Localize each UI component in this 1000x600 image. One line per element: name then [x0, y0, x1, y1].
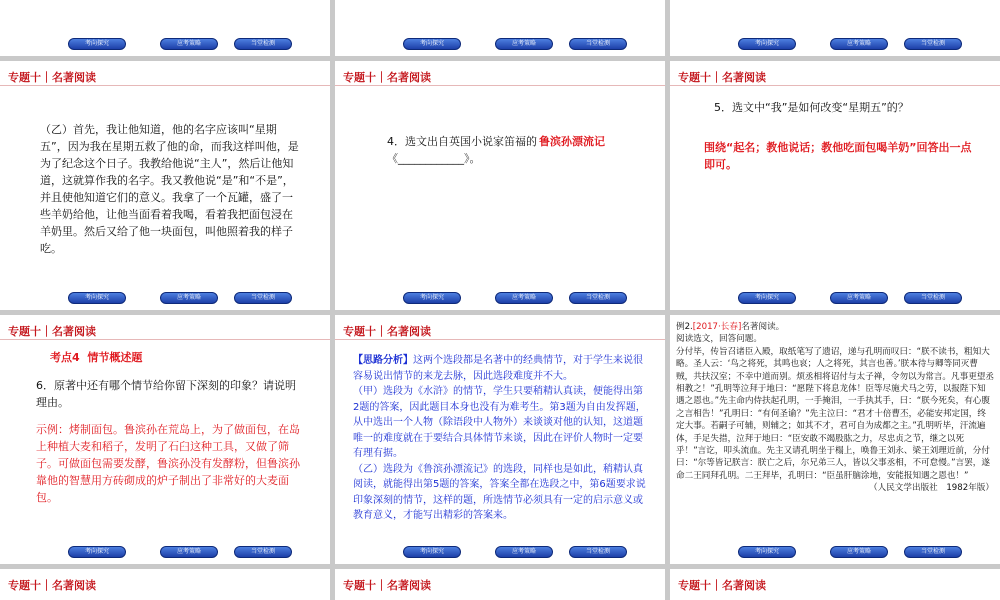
answer-5: 围绕“起名；教他说话；教他吃面包喝羊奶”回答出一点即可。 [704, 141, 972, 171]
slide-header: 专题十｜名著阅读 [8, 325, 96, 338]
slide-1 [0, 0, 330, 56]
example-tag: [2017·长春] [692, 322, 742, 332]
slide-nav [335, 292, 665, 306]
slide-header: 专题十｜名著阅读 [8, 71, 96, 84]
slide-header: 专题十｜名著阅读 [8, 579, 96, 592]
slide-8 [335, 315, 665, 564]
analysis-title: 【思路分析】 [353, 355, 413, 366]
example-intro: 阅读选文，回答问题。 [676, 334, 762, 345]
nav-button-strategy[interactable]: 应考策略 [495, 292, 553, 304]
nav-button-strategy[interactable]: 应考策略 [160, 292, 218, 304]
nav-button-strategy[interactable]: 应考策略 [830, 546, 888, 558]
analysis-p3: （乙）选段为《鲁滨孙漂流记》的选段，同样也是如此，稍精认真阅读，就能得出第5题的答案，答案全都在选段之中，第6题要求说印象深刻的情节，这样的题，所选情节必须具有一定的启示意义或教育意义，才能写出精彩的答案来。 [353, 463, 646, 521]
section-title: 情节概述题 [87, 351, 143, 364]
section-number: 考点4 [50, 351, 80, 364]
slide-6 [670, 61, 1000, 310]
question-6: 6．原著中还有哪个情节给你留下深刻的印象？请说明理由。 [36, 379, 296, 409]
nav-button-explore[interactable]: 考向探究 [738, 292, 796, 304]
slide-nav [335, 546, 665, 560]
slide-9 [670, 315, 1000, 564]
nav-button-explore[interactable]: 考向探究 [403, 546, 461, 558]
nav-button-strategy[interactable]: 应考策略 [160, 546, 218, 558]
slide-5 [335, 61, 665, 310]
nav-button-explore[interactable]: 考向探究 [68, 546, 126, 558]
example-source: （人民文学出版社 1982年版） [869, 483, 994, 494]
question-5: 5．选文中“我”是如何改变“星期五”的？ [714, 101, 909, 114]
slide-4 [0, 61, 330, 310]
analysis-p1: 这两个选段都是名著中的经典情节，对于学生来说很容易说出情节的来龙去脉，因此选段难度并不大。 [353, 355, 643, 382]
nav-button-test[interactable]: 当堂检测 [904, 38, 962, 50]
example-block [676, 321, 994, 495]
nav-button-test[interactable]: 当堂检测 [904, 546, 962, 558]
slide-header: 专题十｜名著阅读 [678, 71, 766, 84]
header-divider [335, 339, 665, 340]
slide-nav [0, 546, 330, 560]
header-divider [670, 85, 1000, 86]
analysis-p2: （甲）选段为《水浒》的情节，学生只要稍精认真读，便能得出第2题的答案，因此题目本身也没有为难考生。第3题为自由发挥题，从中选出一个人物（除语段中人物外）来谈谈对他的认知，这道题唯一的难度就在于要结合具体情节来谈，因此在评价人物时一定要有理有据。 [353, 386, 646, 459]
question-4: 4．选文出自英国小说家笛福的《____________》。 [387, 135, 537, 165]
nav-button-explore[interactable]: 考向探究 [68, 38, 126, 50]
slide-2 [335, 0, 665, 56]
slide-nav [335, 38, 665, 52]
slide-7 [0, 315, 330, 564]
answer-4: 鲁滨孙漂流记 [539, 135, 605, 148]
slide-nav [670, 292, 1000, 306]
slide-header: 专题十｜名著阅读 [678, 579, 766, 592]
nav-button-test[interactable]: 当堂检测 [569, 546, 627, 558]
nav-button-explore[interactable]: 考向探究 [738, 546, 796, 558]
slide-3 [670, 0, 1000, 56]
nav-button-explore[interactable]: 考向探究 [738, 38, 796, 50]
section-label [50, 349, 310, 366]
slide-nav [670, 546, 1000, 560]
nav-button-explore[interactable]: 考向探究 [403, 292, 461, 304]
nav-button-test[interactable]: 当堂检测 [904, 292, 962, 304]
slide-12 [670, 569, 1000, 600]
nav-button-strategy[interactable]: 应考策略 [160, 38, 218, 50]
nav-button-strategy[interactable]: 应考策略 [495, 546, 553, 558]
slide-header: 专题十｜名著阅读 [343, 325, 431, 338]
nav-button-test[interactable]: 当堂检测 [569, 38, 627, 50]
slide-header: 专题十｜名著阅读 [343, 579, 431, 592]
slide-nav [670, 38, 1000, 52]
example-body: 分付毕，传旨召诸臣入殿，取纸笔写了遗诏，递与孔明而叹曰：“朕不读书，粗知大略。圣人云：‘鸟之将死，其鸣也哀；人之将死，其言也善。’朕本待与卿等同灭曹贼，共扶汉室；不幸中道而别。烦丞相将诏付与太子禅，令勿以为常言。凡事更望丞相教之！”孔明等泣拜于地曰：“愿陛下将息龙体！臣等尽施犬马之劳，以报陛下知遇之恩也。”先主命内侍扶起孔明，一手掩泪，一手执其手，曰：“朕今死矣，有心腹之言相告！”孔明曰：“有何圣谕？”先主泣曰：“君才十倍曹丕，必能安邦定国，终定大事。若嗣子可辅，则辅之；如其不才，君可自为成都之主。”孔明听毕，汗流遍体，手足失措，泣拜于地曰：“臣安敢不竭股肱之力，尽忠贞之节，继之以死乎！”言讫，叩头流血。先主又请孔明坐于榻上，唤鲁王刘永、梁王刘理近前，分付曰：“尔等皆记朕言：朕亡之后，尔兄弟三人，皆以父事丞相，不可怠慢。”言罢，遂命二王同拜孔明。二王拜毕，孔明曰：“臣虽肝脑涂地，安能报知遇之恩也！” [676, 346, 994, 481]
header-divider [0, 85, 330, 86]
answer-6: 示例：烤制面包。鲁滨孙在荒岛上，为了做面包，在岛上种植大麦和稻子，发明了石臼这种工具，又做了筛子。可做面包需要发酵，鲁滨孙没有发酵粉，但鲁滨孙靠他的智慧用方砖砌成的炉子制出了非常好的大麦面包。 [36, 423, 300, 504]
nav-button-test[interactable]: 当堂检测 [234, 546, 292, 558]
example-title: 例2.[2017·长春]名著阅读。 [676, 322, 785, 332]
slide-header: 专题十｜名著阅读 [343, 71, 431, 84]
slide-10 [0, 569, 330, 600]
header-divider [335, 85, 665, 86]
header-divider [0, 339, 330, 340]
nav-button-explore[interactable]: 考向探究 [403, 38, 461, 50]
nav-button-explore[interactable]: 考向探究 [68, 292, 126, 304]
nav-button-test[interactable]: 当堂检测 [234, 292, 292, 304]
slide-nav [0, 38, 330, 52]
nav-button-strategy[interactable]: 应考策略 [495, 38, 553, 50]
nav-button-strategy[interactable]: 应考策略 [830, 38, 888, 50]
slide-nav [0, 292, 330, 306]
nav-button-strategy[interactable]: 应考策略 [830, 292, 888, 304]
nav-button-test[interactable]: 当堂检测 [234, 38, 292, 50]
analysis-text [353, 353, 649, 524]
nav-button-test[interactable]: 当堂检测 [569, 292, 627, 304]
passage-text: （乙）首先，我让他知道，他的名字应该叫“星期五”，因为我在星期五救了他的命，而我这样叫他，是为了纪念这个日子。我教给他说“主人”，然后让他知道，这就算作我的名字。我又教他说“是”和“不是”，并且使他知道它们的意义。我拿了一个瓦罐，盛了一些羊奶给他，让他当面看着我喝，看着我把面包浸在羊奶里。然后又给了他一块面包，叫他照着我的样子吃。 [40, 123, 299, 255]
slide-11 [335, 569, 665, 600]
